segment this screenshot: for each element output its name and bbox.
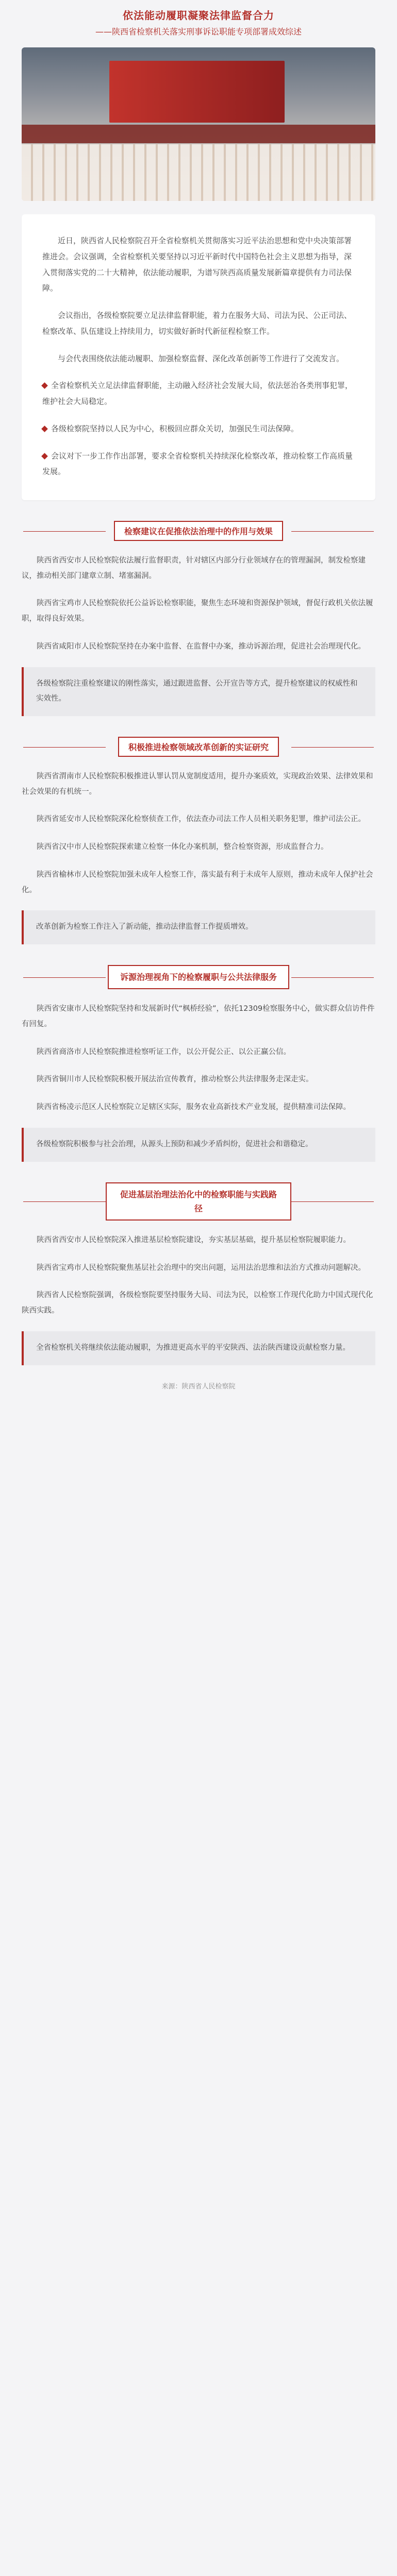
article-header (22, 0, 375, 37)
section-content (22, 1002, 375, 1161)
section-paragraph: 陕西省西安市人民检察院依法履行监督职责，针对辖区内部分行业领域存在的管理漏洞，制发检察建议，推动相关部门建章立制、堵塞漏洞。 (22, 556, 366, 580)
intro-bullet-text: 各级检察院坚持以人民为中心，积极回应群众关切，加强民生司法保障。 (51, 423, 299, 433)
intro-paragraph: 会议指出，各级检察院要立足法律监督职能，着力在服务大局、司法为民、公正司法、检察改革、队伍建设上持续用力，切实做好新时代新征程检察工作。 (42, 311, 352, 336)
section-paragraph: 陕西省榆林市人民检察院加强未成年人检察工作，落实最有利于未成年人原则，推动未成年人保护社会化。 (22, 870, 373, 894)
divider (23, 977, 106, 978)
section-paragraph: 陕西省延安市人民检察院深化检察侦查工作，依法查办司法工作人员相关职务犯罪，维护司法公正。 (37, 815, 366, 824)
section-paragraph: 陕西省汉中市人民检察院探索建立检察一体化办案机制，整合检察资源，形成监督合力。 (37, 843, 328, 852)
divider (291, 747, 374, 748)
intro-paragraph: 与会代表围绕依法能动履职、加强检察监督、深化改革创新等工作进行了交流发言。 (58, 353, 344, 363)
section-note: 各级检察院积极参与社会治理，从源头上预防和减少矛盾纠纷，促进社会和谐稳定。 (22, 1128, 375, 1162)
stage-screen (109, 61, 285, 123)
bullet-icon (41, 382, 48, 389)
divider (291, 531, 374, 532)
section-paragraph: 陕西省西安市人民检察院深入推进基层检察院建设，夯实基层基础，提升基层检察院履职能力。 (37, 1235, 351, 1244)
section-note: 全省检察机关将继续依法能动履职，为推进更高水平的平安陕西、法治陕西建设贡献检察力量。 (22, 1331, 375, 1365)
intro-bullet-text: 会议对下一步工作作出部署，要求全省检察机关持续深化检察改革，推动检察工作高质量发展。 (42, 451, 353, 477)
bullet-icon (41, 426, 48, 432)
stage-platform (22, 125, 375, 143)
section-title: 促进基层治理法治化中的检察职能与实践路径 (106, 1182, 291, 1221)
section-paragraph: 陕西省咸阳市人民检察院坚持在办案中监督、在监督中办案，推动诉源治理，促进社会治理现代化。 (37, 642, 366, 651)
audience-seats (22, 144, 375, 201)
section-paragraph: 陕西省宝鸡市人民检察院聚焦基层社会治理中的突出问题，运用法治思维和法治方式推动问题解决。 (37, 1263, 366, 1272)
section-paragraph: 陕西省安康市人民检察院坚持和发展新时代“枫桥经验”，依托12309检察服务中心，做实群众信访件件有回复。 (22, 1005, 375, 1028)
divider (291, 977, 374, 978)
section-paragraph: 陕西省宝鸡市人民检察院依托公益诉讼检察职能，聚焦生态环境和资源保护领域，督促行政机关依法履职，取得良好效果。 (22, 599, 373, 623)
source-footer: 来源：陕西省人民检察院 (161, 1382, 236, 1391)
section-paragraph: 陕西省人民检察院强调，各级检察院要坚持服务大局、司法为民，以检察工作现代化助力中国式现代化陕西实践。 (22, 1291, 373, 1315)
section-paragraph: 陕西省杨凌示范区人民检察院立足辖区实际，服务农业高新技术产业发展，提供精准司法保障。 (37, 1103, 351, 1112)
intro-paragraph: 近日，陕西省人民检察院召开全省检察机关贯彻落实习近平法治思想和党中央决策部署推进会。会议强调，全省检察机关要坚持以习近平新时代中国特色社会主义思想为指导，深入贯彻落实党的二十大精神，依法能动履职，为谱写陕西高质量发展新篇章提供有力司法保障。 (42, 236, 352, 293)
section-heading (106, 521, 291, 541)
conference-photo (22, 47, 375, 201)
section-paragraph: 陕西省渭南市人民检察院积极推进认罪认罚从宽制度适用，提升办案质效，实现政治效果、法律效果和社会效果的有机统一。 (22, 772, 373, 796)
intro-bullet (42, 378, 355, 410)
article-subtitle: ——陕西省检察机关落实刑事诉讼职能专项部署成效综述 (95, 27, 302, 37)
intro-bullet (42, 421, 355, 437)
article-title: 依法能动履职凝聚法律监督合力 (123, 9, 274, 22)
divider (291, 1201, 374, 1202)
section-heading (106, 737, 291, 757)
bullet-icon (41, 453, 48, 460)
section-content (22, 1233, 375, 1365)
section-content (22, 769, 375, 944)
section-note: 改革创新为检察工作注入了新动能，推动法律监督工作提质增效。 (22, 910, 375, 944)
section-heading (106, 965, 291, 989)
intro-card (22, 214, 375, 500)
section-content (22, 553, 375, 716)
section-title: 积极推进检察领域改革创新的实证研究 (118, 737, 279, 757)
section-heading (106, 1182, 291, 1221)
section-note: 各级检察院注重检察建议的刚性落实，通过跟进监督、公开宣告等方式，提升检察建议的权威性和实效性。 (22, 667, 375, 716)
intro-bullet-text: 全省检察机关立足法律监督职能，主动融入经济社会发展大局，依法惩治各类刑事犯罪，维护社会大局稳定。 (42, 381, 353, 406)
section-title: 诉源治理视角下的检察履职与公共法律服务 (108, 965, 289, 989)
intro-bullet (42, 448, 355, 480)
divider (23, 1201, 106, 1202)
section-paragraph: 陕西省铜川市人民检察院积极开展法治宣传教育，推动检察公共法律服务走深走实。 (37, 1075, 313, 1084)
section-paragraph: 陕西省商洛市人民检察院推进检察听证工作，以公开促公正、以公正赢公信。 (37, 1047, 291, 1056)
section-title: 检察建议在促推依法治理中的作用与效果 (114, 521, 283, 541)
divider (23, 531, 106, 532)
divider (23, 747, 106, 748)
